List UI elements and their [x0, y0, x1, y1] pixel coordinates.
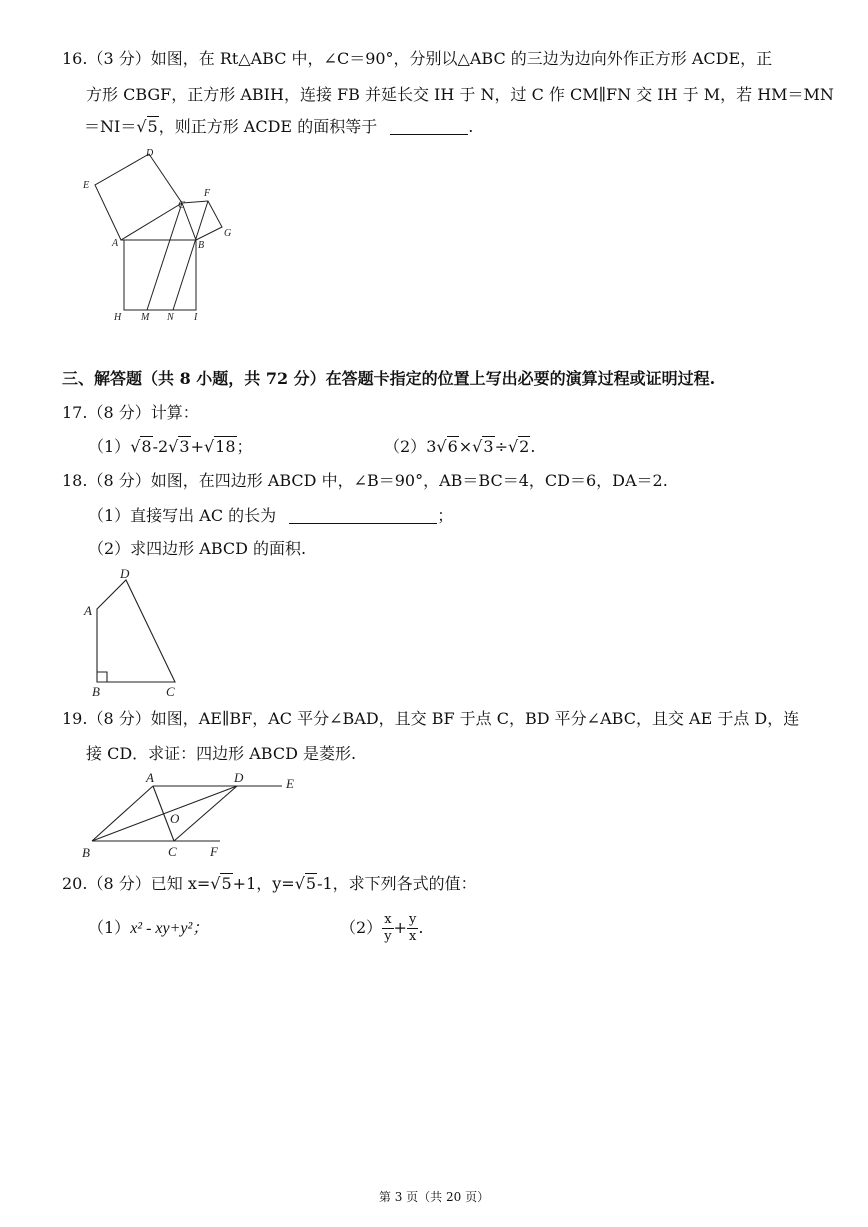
q20-line [62, 873, 477, 895]
q17-part2 [384, 436, 535, 458]
q16-label-m: M [141, 312, 150, 323]
q20-part1-expr: x² - xy+y²； [130, 920, 209, 937]
q19-text-line2: 接 CD．求证：四边形 ABCD 是菱形. [86, 744, 357, 763]
q18-part1-text: （1）直接写出 AC 的长为 [88, 506, 277, 525]
q16-label-n: N [167, 312, 174, 323]
q17-points: （8 分） [87, 403, 151, 422]
q19-label-c: C [168, 844, 177, 859]
q17-text: 计算： [150, 403, 199, 422]
q20-part1-label: （1） [88, 918, 131, 937]
q19-text-line1: 如图，AE∥BF，AC 平分∠BAD，且交 BF 于点 C，BD 平分∠ABC，且交 AE 于点 D，连 [150, 709, 800, 728]
q16-label-i: I [194, 312, 198, 323]
q20-radicand-a: 5 [221, 874, 232, 893]
q20-text-b: +1，y= [232, 874, 295, 893]
q18-part1-end: ； [437, 506, 454, 525]
q20-part1 [88, 917, 208, 940]
q18-figure [78, 565, 198, 700]
section3-title: 三、解答题（共 8 小题，共 72 分）在答题卡指定的位置上写出必要的演算过程或证明过程. [62, 369, 716, 388]
q20-part2-label: （2） [340, 918, 383, 937]
q20-frac1-den: y [384, 929, 392, 944]
q20-sqrt-5b: √5 [294, 874, 317, 893]
q16-text-line3a: ＝NI＝ [84, 117, 137, 136]
q16-points: （3 分） [87, 49, 151, 68]
q16-label-d: D [146, 148, 154, 159]
q17-radicand-2: 2 [519, 437, 530, 456]
q16-square-acde [95, 154, 182, 240]
q16-label-b: B [198, 240, 205, 251]
q19-side-dc [174, 786, 237, 841]
q17-radicand-8: 8 [141, 437, 152, 456]
q17-sqrt-18: √18 [203, 437, 236, 456]
q17-sqrt-3b: √3 [472, 437, 494, 456]
q16-figure [78, 148, 238, 323]
q18-label-c: C [166, 684, 175, 699]
q16-sqrt-radicand: 5 [147, 117, 158, 136]
q16-period: . [468, 117, 474, 136]
q17-sqrt-2: √2 [507, 437, 530, 456]
q20-radicand-b: 5 [305, 874, 317, 893]
q19-label-e: E [286, 776, 294, 791]
q20-frac1-num: x [382, 912, 393, 929]
q20-frac2-num: y [408, 912, 417, 927]
q20-number: 20. [62, 874, 88, 893]
q19-points: （8 分） [87, 709, 151, 728]
q17-part1-label: （1） [88, 437, 131, 456]
q19-figure [78, 768, 308, 863]
q19-number: 19. [62, 709, 88, 728]
q18-quadrilateral [97, 580, 175, 682]
q18-text: 如图，在四边形 ABCD 中，∠B＝90°，AB＝BC＝4，CD＝6，DA＝2. [150, 471, 668, 490]
q17-sqrt-3: √3 [168, 437, 190, 456]
q17-radicand-18: 18 [215, 437, 236, 456]
q19-line1 [62, 708, 799, 730]
q16-text-line1: 如图，在 Rt△ABC 中，∠C＝90°，分别以△ABC 的三边为边向外作正方形 ACDE，正 [150, 49, 773, 68]
q20-points: （8 分） [87, 874, 151, 893]
q16-label-h: H [114, 312, 122, 323]
q18-points: （8 分） [87, 471, 151, 490]
q16-number: 16. [62, 49, 88, 68]
q16-text-line3b: ，则正方形 ACDE 的面积等于 [158, 117, 378, 136]
q19-label-o: O [170, 811, 180, 826]
q20-plus: + [393, 918, 407, 937]
q16-line-fn [173, 201, 208, 310]
q17-sqrt-6: √6 [436, 437, 458, 456]
q18-label-d: D [120, 566, 130, 581]
q18-label-a: A [84, 603, 92, 618]
q20-frac2-den: x [408, 929, 417, 944]
q20-part2 [340, 910, 423, 946]
q16-line-cm [147, 203, 182, 310]
page-footer: 第 3 页（共 20 页） [378, 1190, 490, 1204]
q17-divide: ÷ [494, 437, 508, 456]
q16-label-f: F [204, 188, 211, 199]
q19-label-f: F [210, 844, 218, 859]
q19-side-ab [92, 786, 153, 841]
q17-part2-label: （2） [384, 437, 427, 456]
q19-label-b: B [82, 845, 90, 860]
q20-fraction-y-over-x [407, 912, 418, 945]
q20-fraction-x-over-y [382, 912, 393, 945]
q17-times: × [458, 437, 473, 456]
q16-text-line2: 方形 CBGF，正方形 ABIH，连接 FB 并延长交 IH 于 N，过 C 作 CM∥FN 交 IH 于 M，若 HM＝MN [86, 85, 834, 104]
q17-line [62, 402, 199, 424]
q17-radicand-3: 3 [179, 437, 190, 456]
q18-answer-blank[interactable] [289, 507, 437, 524]
q19-label-d: D [234, 770, 244, 785]
q17-op1: -2 [152, 437, 169, 456]
q20-part2-end: . [418, 918, 424, 937]
q17-sqrt-8: √8 [130, 437, 152, 456]
q17-op2: + [190, 437, 204, 456]
q17-part1-end: ； [236, 437, 253, 456]
q18-part2-text: （2）求四边形 ABCD 的面积. [88, 539, 307, 558]
q18-part1 [88, 505, 453, 527]
q16-label-e: E [83, 180, 90, 191]
q19-diag-bd [92, 786, 237, 841]
q17-coef: 3 [426, 437, 437, 456]
q16-answer-blank[interactable] [390, 118, 468, 135]
q19-line2 [86, 743, 356, 765]
q19-label-a: A [146, 770, 154, 785]
q17-radicand-3b: 3 [483, 437, 494, 456]
q16-sqrt: √5 [136, 117, 158, 136]
q18-right-angle-mark [97, 672, 107, 682]
q17-radicand-6: 6 [447, 437, 458, 456]
q18-part2 [88, 538, 306, 560]
q17-number: 17. [62, 403, 88, 422]
q16-line2 [86, 84, 834, 106]
q16-label-g: G [224, 228, 232, 239]
q20-sqrt-5a: √5 [210, 874, 232, 893]
q17-part1 [88, 436, 253, 458]
q20-text-c: -1，求下列各式的值： [317, 874, 477, 893]
q16-label-c: C [178, 200, 185, 211]
q18-number: 18. [62, 471, 88, 490]
q16-line3 [84, 116, 473, 138]
q20-text-a: 已知 x= [150, 874, 211, 893]
q18-line [62, 470, 668, 492]
q16-label-a: A [112, 238, 119, 249]
q16-line1 [62, 48, 772, 70]
q17-part2-end: . [530, 437, 536, 456]
q18-label-b: B [92, 684, 100, 699]
q16-square-abih [124, 240, 196, 310]
